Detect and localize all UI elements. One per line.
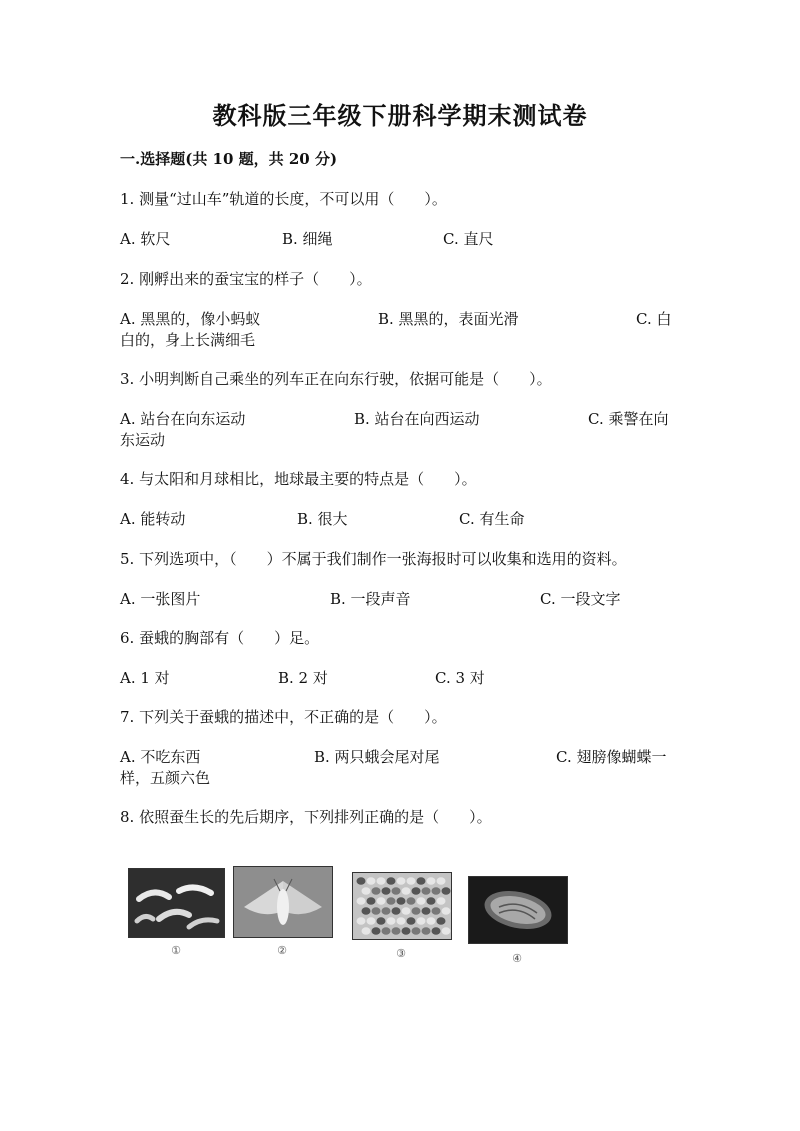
- egg-shape: [387, 917, 396, 925]
- egg-shape: [412, 927, 421, 935]
- section-heading: 一.选择题(共 10 题，共 20 分): [120, 150, 338, 168]
- egg-shape: [377, 877, 386, 885]
- egg-shape: [437, 917, 446, 925]
- question-1-stem: 1. 测量“过山车”轨道的长度，不可以用（ ）。: [120, 190, 447, 208]
- question-1-option-b: B. 细绳: [282, 230, 333, 248]
- silkworm-larvae-photo: [128, 868, 225, 938]
- egg-shape: [392, 927, 401, 935]
- question-4-option-b: B. 很大: [297, 510, 348, 528]
- egg-shape: [417, 897, 426, 905]
- egg-shape: [412, 907, 421, 915]
- egg-shape: [377, 917, 386, 925]
- pupa-photo: [468, 876, 568, 944]
- figure-2-caption: ②: [277, 944, 287, 957]
- question-3-stem: 3. 小明判断自己乘坐的列车正在向东行驶，依据可能是（ ）。: [120, 370, 552, 388]
- question-7-option-a: A. 不吃东西: [120, 748, 201, 766]
- egg-shape: [437, 877, 446, 885]
- question-7-option-b: B. 两只蛾会尾对尾: [314, 748, 440, 766]
- question-6-option-a: A. 1 对: [120, 669, 170, 687]
- egg-shape: [367, 877, 376, 885]
- question-3-option-c: C. 乘警在向: [588, 410, 669, 428]
- egg-shape: [432, 927, 441, 935]
- question-7-option-c-continued: 样，五颜六色: [120, 769, 211, 787]
- egg-shape: [357, 897, 366, 905]
- egg-shape: [437, 897, 446, 905]
- egg-shape: [427, 917, 436, 925]
- egg-shape: [387, 897, 396, 905]
- figure-3-caption: ③: [396, 947, 406, 960]
- egg-shape: [422, 887, 431, 895]
- question-2-option-c: C. 白: [636, 310, 672, 328]
- egg-shape: [362, 887, 371, 895]
- egg-shape: [357, 917, 366, 925]
- egg-shape: [442, 907, 451, 915]
- egg-shape: [407, 917, 416, 925]
- question-2-option-c-continued: 白的，身上长满细毛: [120, 331, 256, 349]
- question-8-stem: 8. 依照蚕生长的先后期序，下列排列正确的是（ ）。: [120, 808, 492, 826]
- question-6-option-b: B. 2 对: [278, 669, 328, 687]
- egg-shape: [422, 927, 431, 935]
- egg-shape: [397, 877, 406, 885]
- egg-shape: [432, 887, 441, 895]
- egg-shape: [407, 877, 416, 885]
- page-title: 教科版三年级下册科学期末测试卷: [212, 101, 588, 130]
- egg-shape: [377, 897, 386, 905]
- silk-moth-photo: [233, 866, 333, 938]
- question-6-stem: 6. 蚕蛾的胸部有（ ）足。: [120, 629, 320, 647]
- egg-shape: [367, 917, 376, 925]
- egg-shape: [442, 887, 451, 895]
- question-4-option-c: C. 有生命: [459, 510, 525, 528]
- question-3-option-a: A. 站台在向东运动: [120, 410, 246, 428]
- egg-shape: [372, 907, 381, 915]
- egg-shape: [372, 927, 381, 935]
- egg-shape: [427, 877, 436, 885]
- egg-shape: [442, 927, 451, 935]
- egg-shape: [392, 907, 401, 915]
- egg-shape: [372, 887, 381, 895]
- egg-shape: [407, 897, 416, 905]
- egg-shape: [402, 927, 411, 935]
- question-7-option-c: C. 翅膀像蝴蝶一: [556, 748, 667, 766]
- egg-shape: [392, 887, 401, 895]
- question-6-option-c: C. 3 对: [435, 669, 485, 687]
- egg-shape: [382, 887, 391, 895]
- egg-shape: [402, 907, 411, 915]
- egg-shape: [417, 877, 426, 885]
- question-3-option-c-continued: 东运动: [120, 431, 166, 449]
- egg-shape: [362, 907, 371, 915]
- figure-4-caption: ④: [512, 952, 522, 965]
- egg-shape: [397, 897, 406, 905]
- silkworm-eggs-photo: [352, 872, 452, 940]
- question-5-option-c: C. 一段文字: [540, 590, 621, 608]
- egg-shape: [417, 917, 426, 925]
- question-4-stem: 4. 与太阳和月球相比，地球最主要的特点是（ ）。: [120, 470, 477, 488]
- question-5-option-a: A. 一张图片: [120, 590, 201, 608]
- question-2-option-a: A. 黑黑的，像小蚂蚁: [120, 310, 261, 328]
- egg-shape: [357, 877, 366, 885]
- figure-1-caption: ①: [171, 944, 181, 957]
- question-1-option-c: C. 直尺: [443, 230, 494, 248]
- egg-shape: [367, 897, 376, 905]
- question-7-stem: 7. 下列关于蚕蛾的描述中，不正确的是（ ）。: [120, 708, 447, 726]
- egg-shape: [412, 887, 421, 895]
- egg-shape: [382, 927, 391, 935]
- egg-shape: [362, 927, 371, 935]
- egg-shape: [402, 887, 411, 895]
- question-1-option-a: A. 软尺: [120, 230, 171, 248]
- egg-shape: [397, 917, 406, 925]
- question-3-option-b: B. 站台在向西运动: [354, 410, 480, 428]
- question-2-option-b: B. 黑黑的，表面光滑: [378, 310, 519, 328]
- question-2-stem: 2. 刚孵出来的蚕宝宝的样子（ ）。: [120, 270, 372, 288]
- question-5-stem: 5. 下列选项中，（ ）不属于我们制作一张海报时可以收集和选用的资料。: [120, 550, 627, 568]
- question-4-option-a: A. 能转动: [120, 510, 186, 528]
- egg-shape: [427, 897, 436, 905]
- question-5-option-b: B. 一段声音: [330, 590, 411, 608]
- egg-shape: [387, 877, 396, 885]
- egg-shape: [382, 907, 391, 915]
- egg-shape: [422, 907, 431, 915]
- egg-shape: [432, 907, 441, 915]
